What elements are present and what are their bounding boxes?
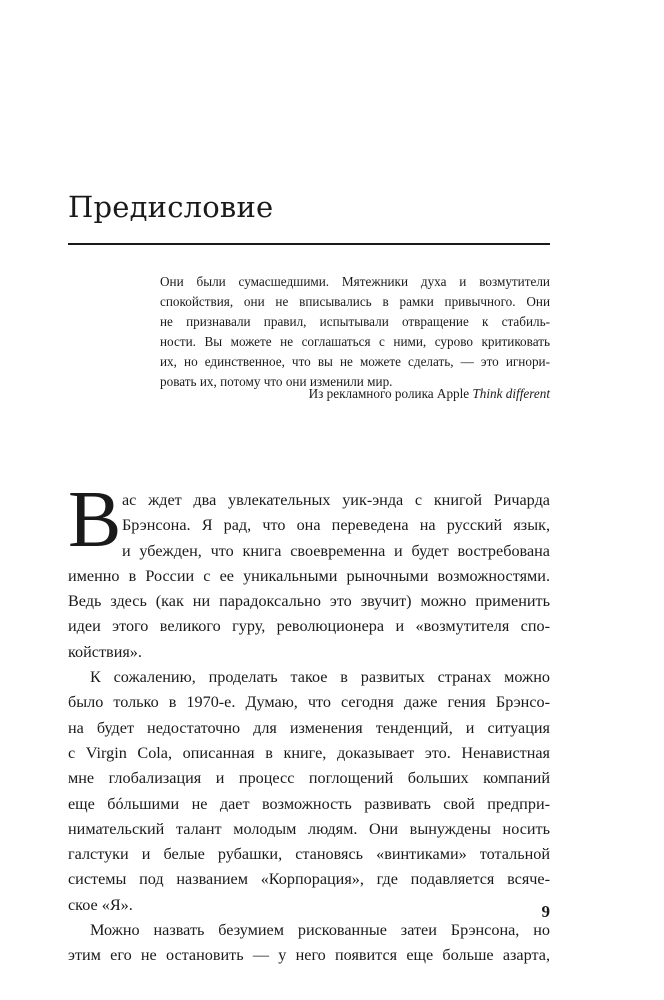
paragraph-line: этим его не остановить — у него появится еще больше азарта, — [68, 946, 550, 965]
paragraph-line: с Virgin Cola, описанная в книге, доказывает это. Ненавистная — [68, 743, 550, 762]
paragraph-line: ское «Я». — [68, 895, 133, 914]
epigraph-line: спокойствия, они не вписывались в рамки привычного. Они — [160, 294, 550, 309]
paragraph-line: на будет недостаточно для изменения тенденций, и ситуация — [68, 718, 550, 737]
drop-cap: В — [68, 476, 122, 564]
paragraph-line: было только в 1970-е. Думаю, что сегодня даже гения Брэнсо- — [68, 693, 550, 712]
epigraph-line: ровать их, потому что они изменили мир. — [160, 374, 393, 389]
epigraph-line: не признавали правил, испытывали отвращение к стабиль- — [160, 314, 550, 329]
body-text — [68, 488, 550, 969]
paragraph-line: Можно назвать безумием рискованные затеи Брэнсона, но — [90, 921, 550, 940]
paragraph-line: Ведь здесь (как ни парадоксально это звучит) можно применить — [68, 592, 550, 611]
attribution-text: Из рекламного ролика Apple — [308, 386, 473, 401]
epigraph-attribution — [160, 384, 550, 404]
attribution-slogan: Think different — [472, 386, 550, 401]
chapter-title: Предисловие — [68, 190, 274, 224]
page-number: 9 — [541, 902, 550, 921]
epigraph-line: их, но единственное, что вы не можете сделать, — это игнори- — [160, 354, 550, 369]
paragraph-line: ас ждет два увлекательных уик-энда с книгой Ричарда — [122, 491, 550, 509]
paragraph-line: системы под названием «Корпорация», где подавляется всяче- — [68, 870, 550, 889]
epigraph-line: Они были сумасшедшими. Мятежники духа и возмутители — [160, 274, 550, 289]
paragraph-line: еще бóльшими не дает возможность развивать свой предпри- — [68, 794, 550, 813]
epigraph — [160, 272, 550, 392]
paragraph-line: Брэнсона. Я рад, что она переведена на русский язык, — [122, 516, 550, 535]
epigraph-line: ности. Вы можете не соглашаться с ними, сурово критиковать — [160, 334, 550, 349]
paragraph-line: койствия». — [68, 642, 142, 661]
paragraph-line: именно в России с ее уникальными рыночными возможностями. — [68, 566, 550, 585]
paragraph-line: нимательский талант молодым людям. Они вынуждены носить — [68, 819, 550, 838]
title-rule — [68, 243, 550, 245]
paragraph-line: мне глобализация и процесс поглощений больших компаний — [68, 769, 550, 788]
paragraph-line: и убежден, что книга своевременна и будет востребована — [122, 541, 550, 560]
paragraph-line: идеи этого великого гуру, революционера и «возмутителя спо- — [68, 617, 550, 636]
paragraph-line: К сожалению, проделать такое в развитых странах можно — [90, 668, 550, 687]
paragraph-line: галстуки и белые рубашки, становясь «винтиками» тотальной — [68, 845, 550, 864]
